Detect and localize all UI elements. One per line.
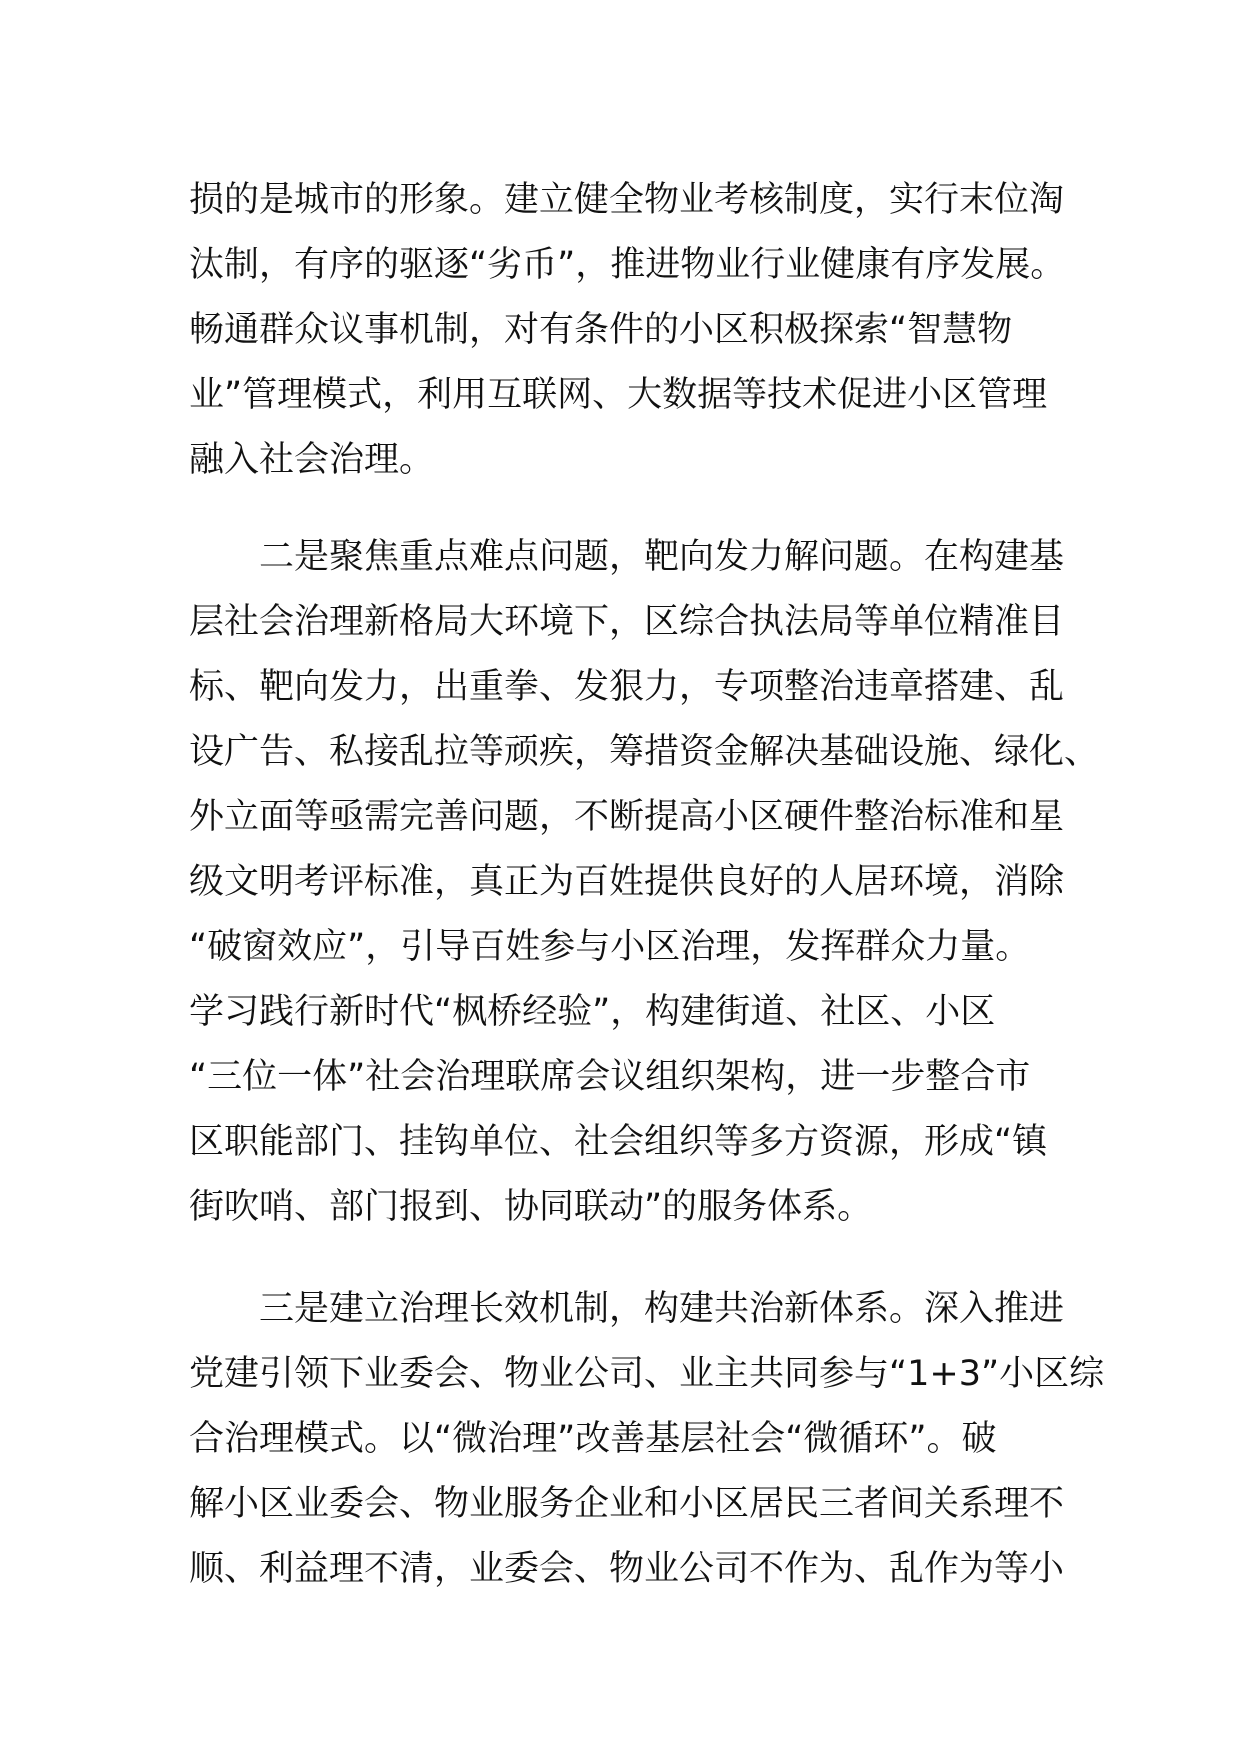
paragraph-line: 区职能部门、挂钩单位、社会组织等多方资源，形成“镇 [189,1122,1048,1162]
paragraph-line: 标、靶向发力，出重拳、发狠力，专项整治违章搭建、乱 [189,667,1065,707]
paragraph-line: “破窗效应”，引导百姓参与小区治理，发挥群众力量。 [189,927,1031,967]
paragraph-line: 解小区业委会、物业服务企业和小区居民三者间关系理不 [189,1484,1065,1524]
paragraph-3 [189,1277,1105,1602]
paragraph-line: 损的是城市的形象。建立健全物业考核制度，实行末位淘 [189,180,1065,220]
paragraph-1 [189,168,1069,493]
paragraph-line: 党建引领下业委会、物业公司、业主共同参与“1+3”小区综 [189,1354,1105,1394]
paragraph-line: 学习践行新时代“枫桥经验”，构建街道、社区、小区 [189,992,996,1032]
paragraph-line: 层社会治理新格局大环境下，区综合执法局等单位精准目 [189,602,1065,642]
paragraph-line: 合治理模式。以“微治理”改善基层社会“微循环”。破 [189,1419,997,1459]
paragraph-line: 融入社会治理。 [189,440,435,480]
paragraph-line: 三是建立治理长效机制，构建共治新体系。深入推进 [259,1289,1065,1329]
paragraph-line: “三位一体”社会治理联席会议组织架构，进一步整合市 [189,1057,1031,1097]
paragraph-line: 外立面等亟需完善问题，不断提高小区硬件整治标准和星 [189,797,1065,837]
paragraph-line: 业”管理模式，利用互联网、大数据等技术促进小区管理 [189,375,1048,415]
paragraph-line: 级文明考评标准，真正为百姓提供良好的人居环境，消除 [189,862,1065,902]
paragraph-line: 设广告、私接乱拉等顽疾，筹措资金解决基础设施、绿化、 [189,732,1100,772]
paragraph-line: 街吹哨、部门报到、协同联动”的服务体系。 [189,1187,873,1227]
paragraph-line: 畅通群众议事机制，对有条件的小区积极探索“智慧物 [189,310,1013,350]
paragraph-line: 二是聚焦重点难点问题，靶向发力解问题。在构建基 [259,537,1065,577]
paragraph-line: 汰制，有序的驱逐“劣币”，推进物业行业健康有序发展。 [189,245,1066,285]
paragraph-2 [189,525,1100,1240]
paragraph-line: 顺、利益理不清，业委会、物业公司不作为、乱作为等小 [189,1549,1065,1589]
